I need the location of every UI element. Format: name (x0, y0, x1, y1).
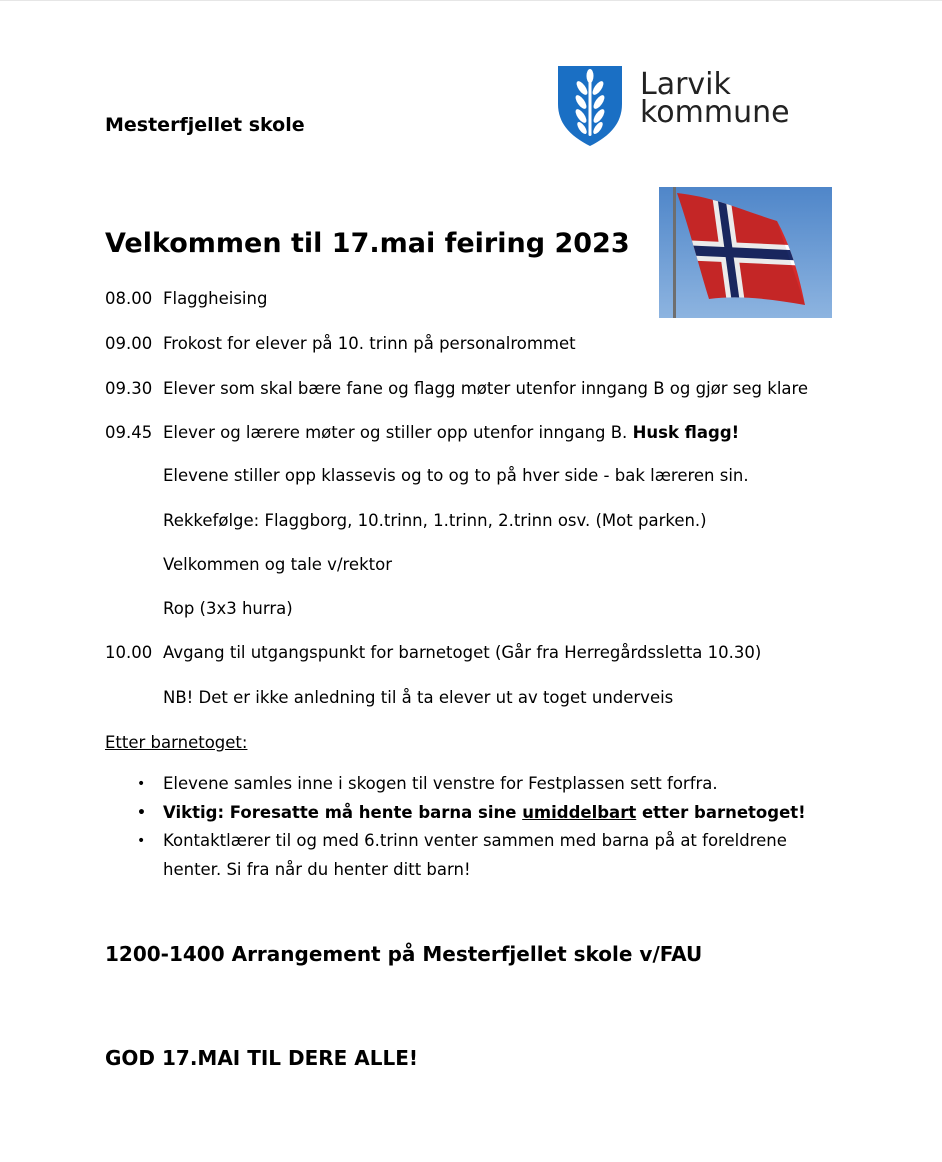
closing-greeting: GOD 17.MAI TIL DERE ALLE! (105, 1046, 419, 1070)
schedule-emphasis: Husk flagg! (632, 423, 740, 442)
after-heading: Etter barnetoget: (105, 733, 248, 752)
logo-text-kommune: kommune (640, 95, 790, 130)
sub-item: Elevene stiller opp klassevis og to og to på hver side - bak læreren sin. (163, 466, 749, 485)
schedule-time: 10.00 (105, 643, 153, 662)
list-item (135, 827, 806, 884)
schedule-item (105, 379, 808, 398)
page-title: Velkommen til 17.mai feiring 2023 (105, 228, 630, 259)
sub-item: Rekkefølge: Flaggborg, 10.trinn, 1.trinn, 2.trinn osv. (Mot parken.) (163, 511, 707, 530)
sub-item: Velkommen og tale v/rektor (163, 555, 392, 574)
page-top-border (0, 0, 942, 1)
schedule-item (105, 423, 739, 442)
bullet-glyph: • (137, 833, 146, 849)
schedule-time: 08.00 (105, 289, 153, 308)
norwegian-flag-image (659, 187, 832, 318)
schedule-time: 09.30 (105, 379, 153, 398)
schedule-time: 09.00 (105, 334, 153, 353)
event-heading: 1200-1400 Arrangement på Mesterfjellet skole v/FAU (105, 942, 703, 966)
schedule-text: Elever og lærere møter og stiller opp utenfor inngang B. (163, 423, 633, 442)
after-bullet-list (135, 770, 806, 884)
sub-item: Rop (3x3 hurra) (163, 599, 293, 618)
schedule-item (105, 289, 267, 308)
list-item-text: etter barnetoget! (636, 802, 806, 822)
schedule-time: 09.45 (105, 423, 153, 442)
schedule-item (105, 334, 576, 353)
list-item-text: henter. Si fra når du henter ditt barn! (163, 859, 471, 879)
schedule-text: Elever som skal bære fane og flagg møter utenfor inngang B og gjør seg klare (163, 379, 809, 398)
bullet-glyph: • (137, 776, 146, 792)
logo-text-larvik: Larvik (640, 67, 731, 102)
larvik-kommune-logo (556, 64, 796, 148)
schedule-text: Flaggheising (163, 289, 268, 308)
list-item-text: Viktig: Foresatte må hente barna sine (163, 802, 523, 822)
departure-item (105, 643, 761, 662)
list-item-text: Kontaktlærer til og med 6.trinn venter sammen med barna på at foreldrene (163, 831, 787, 850)
schedule-text: Avgang til utgangspunkt for barnetoget (Går fra Herregårdssletta 10.30) (163, 643, 762, 662)
departure-note: NB! Det er ikke anledning til å ta elever ut av toget underveis (163, 688, 674, 707)
bullet-glyph: • (137, 804, 146, 821)
list-item (135, 799, 806, 828)
school-name: Mesterfjellet skole (105, 114, 305, 136)
list-item-emphasis: umiddelbart (522, 802, 637, 822)
list-item-text: Elevene samles inne i skogen til venstre for Festplassen sett forfra. (163, 774, 718, 793)
schedule-text: Frokost for elever på 10. trinn på personalrommet (163, 334, 576, 353)
list-item (135, 770, 806, 799)
